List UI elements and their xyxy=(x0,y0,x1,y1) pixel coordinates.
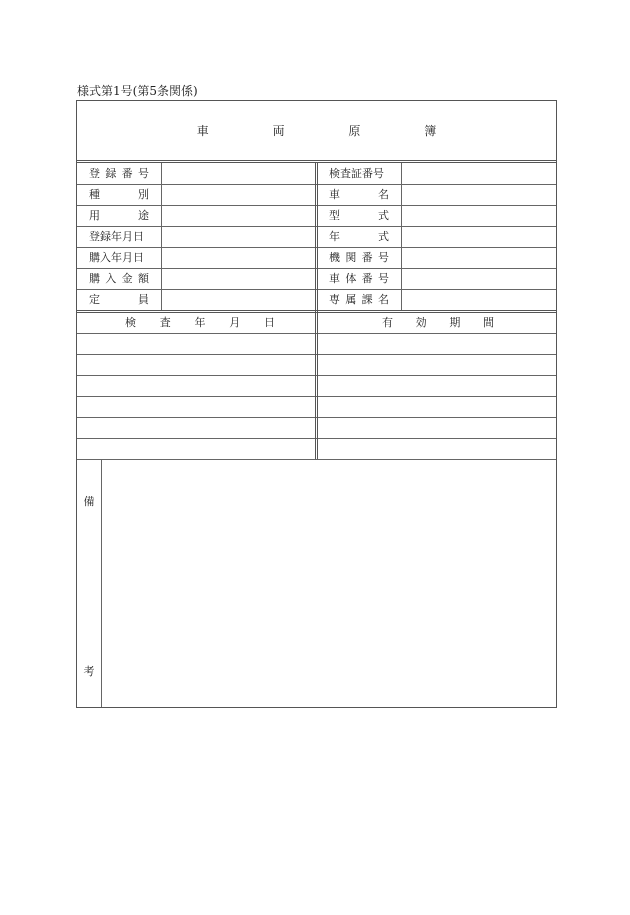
right-label xyxy=(329,205,389,226)
left-label-text: 額 xyxy=(137,272,149,285)
left-label-text: 登 xyxy=(89,167,100,180)
left-label-text: 号 xyxy=(137,167,149,180)
left-label-text: 用 xyxy=(89,209,100,222)
left-label-text: 購入年月日 xyxy=(89,251,144,264)
right-label-text: 名 xyxy=(377,293,389,306)
left-label-text: 録 xyxy=(105,167,117,180)
validity-period-cell[interactable] xyxy=(319,334,555,354)
inspection-date-cell[interactable] xyxy=(79,334,314,354)
header-char: 効 xyxy=(415,316,427,329)
right-label-text: 車 xyxy=(329,188,340,201)
left-value-field[interactable] xyxy=(163,269,314,289)
right-label xyxy=(329,184,389,205)
inspection-date-cell[interactable] xyxy=(79,439,314,459)
validity-period-cell[interactable] xyxy=(319,397,555,417)
validity-period-cell[interactable] xyxy=(319,439,555,459)
right-value-field[interactable] xyxy=(405,290,555,310)
inspection-date-cell[interactable] xyxy=(79,418,314,438)
right-value-field[interactable] xyxy=(405,227,555,247)
left-label-text: 金 xyxy=(121,272,133,285)
right-value-field[interactable] xyxy=(405,164,555,184)
header-char: 査 xyxy=(159,316,171,329)
right-value-field[interactable] xyxy=(405,248,555,268)
right-label-text: 番 xyxy=(361,272,373,285)
form-number: 様式第1号(第5条関係) xyxy=(77,84,198,98)
right-label xyxy=(329,289,389,310)
inspection-date-cell[interactable] xyxy=(79,376,314,396)
left-label xyxy=(89,226,149,247)
right-label-text: 検査証番号 xyxy=(329,167,384,180)
inspection-date-cell[interactable] xyxy=(79,397,314,417)
left-label-text: 別 xyxy=(138,188,149,201)
right-label-text: 課 xyxy=(361,293,373,306)
center-divider xyxy=(315,163,318,459)
remarks-label-top: 備 xyxy=(83,495,95,508)
left-label-text: 購 xyxy=(89,272,100,285)
left-value-field[interactable] xyxy=(163,248,314,268)
right-label-text: 関 xyxy=(345,251,357,264)
left-label-text: 登録年月日 xyxy=(89,230,144,243)
remarks-top-line xyxy=(77,459,556,460)
right-label-text: 型 xyxy=(329,209,340,222)
validity-period-cell[interactable] xyxy=(319,418,555,438)
right-label-text: 専 xyxy=(329,293,340,306)
form-title: 車 両 原 簿 xyxy=(196,124,467,138)
left-label-divider xyxy=(161,163,162,310)
header-char: 日 xyxy=(264,316,275,329)
left-label-text: 途 xyxy=(138,209,149,222)
right-label-text: 属 xyxy=(345,293,357,306)
vehicle-register-form xyxy=(76,100,557,708)
right-label xyxy=(329,163,389,184)
remarks-field[interactable] xyxy=(103,461,555,707)
left-label xyxy=(89,184,149,205)
inspection-date-header xyxy=(125,313,275,333)
left-label xyxy=(89,268,149,289)
right-label-text: 体 xyxy=(345,272,357,285)
header-char: 間 xyxy=(482,316,494,329)
inspection-date-cell[interactable] xyxy=(79,355,314,375)
left-label xyxy=(89,163,149,184)
remarks-label-bottom: 考 xyxy=(83,665,95,678)
right-label xyxy=(329,247,389,268)
left-label-text: 番 xyxy=(121,167,133,180)
left-label-text: 員 xyxy=(138,293,149,306)
validity-period-header xyxy=(382,313,494,333)
right-label-text: 番 xyxy=(361,251,373,264)
left-value-field[interactable] xyxy=(163,206,314,226)
right-label-text: 号 xyxy=(377,272,389,285)
left-value-field[interactable] xyxy=(163,185,314,205)
right-label xyxy=(329,268,389,289)
left-value-field[interactable] xyxy=(163,164,314,184)
header-char: 検 xyxy=(125,316,136,329)
right-label-text: 号 xyxy=(377,251,389,264)
right-label-text: 車 xyxy=(329,272,340,285)
left-value-field[interactable] xyxy=(163,290,314,310)
left-label-text: 入 xyxy=(105,272,117,285)
left-label xyxy=(89,289,149,310)
left-label-text: 定 xyxy=(89,293,100,306)
right-value-field[interactable] xyxy=(405,185,555,205)
right-label-text: 名 xyxy=(378,188,389,201)
header-char: 有 xyxy=(382,316,393,329)
header-char: 年 xyxy=(194,316,206,329)
right-value-field[interactable] xyxy=(405,269,555,289)
left-value-field[interactable] xyxy=(163,227,314,247)
right-label-divider xyxy=(401,163,402,310)
right-label-text: 機 xyxy=(329,251,340,264)
title-area xyxy=(77,101,556,160)
left-label-text: 種 xyxy=(89,188,100,201)
right-value-field[interactable] xyxy=(405,206,555,226)
left-label xyxy=(89,247,149,268)
validity-period-cell[interactable] xyxy=(319,376,555,396)
right-label-text: 式 xyxy=(378,209,389,222)
remarks-label-divider xyxy=(101,459,102,707)
left-label xyxy=(89,205,149,226)
validity-period-cell[interactable] xyxy=(319,355,555,375)
right-label-text: 年 xyxy=(329,230,340,243)
right-label-text: 式 xyxy=(378,230,389,243)
header-char: 月 xyxy=(229,316,241,329)
right-label xyxy=(329,226,389,247)
header-char: 期 xyxy=(449,316,461,329)
